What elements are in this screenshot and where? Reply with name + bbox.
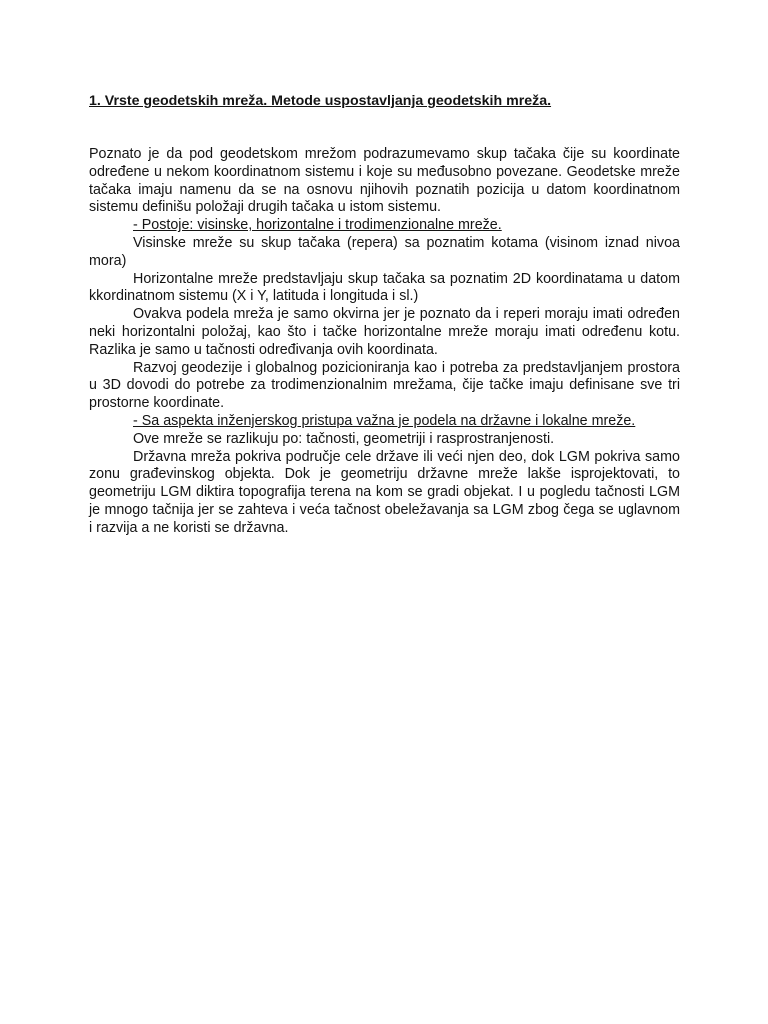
paragraph-frame-division: Ovakva podela mreža je samo okvirna jer je poznato da i reperi moraju imati određen neki horizontalni položaj, kao što i tačke horizontalne mreže moraju imati određenu kotu. Razlika je samo u tačnosti određivanja ovih koordinata. bbox=[89, 306, 680, 358]
paragraph-engineering-heading bbox=[89, 413, 680, 431]
paragraph-differences: Ove mreže se razlikuju po: tačnosti, geometriji i rasprostranjenosti. bbox=[133, 430, 555, 447]
paragraph-horizontal-networks: Horizontalne mreže predstavljaju skup tačaka sa poznatim 2D koordinatama u datom kkordinatnom sistemu (X i Y, latituda i longituda i sl.) bbox=[89, 270, 680, 305]
engineering-heading-text: - Sa aspekta inženjerskog pristupa važna je podela na državne i lokalne mreže. bbox=[133, 412, 636, 429]
paragraph-types-heading bbox=[89, 217, 680, 235]
paragraph-vertical-networks: Visinske mreže su skup tačaka (repera) sa poznatim kotama (visinom iznad nivoa mora) bbox=[89, 234, 680, 269]
document-body bbox=[89, 146, 680, 538]
paragraph-state-vs-local: Državna mreža pokriva područje cele države ili veći njen deo, dok LGM pokriva samo zonu građevinskog objekta. Dok je geometriju državne mreže lakše isprojektovati, to geometriju LGM diktira topografija terena na kom se gradi objekat. I u pogledu tačnosti LGM je mnogo tačnija jer se zahteva i veća tačnost obeležavanja sa LGM zbog čega se uglavnom i razvija a ne koristi se državna. bbox=[89, 448, 680, 536]
paragraph-intro: Poznato je da pod geodetskom mrežom podrazumevamo skup tačaka čije su koordinate određene u nekom koordinatnom sistemu i koje su međusobno povezane. Geodetske mreže tačaka imaju namenu da se na osnovu njihovih poznatih pozicija u datom koordinatnom sistemu definišu položaji drugih tačaka u istom sistemu. bbox=[89, 146, 680, 216]
types-heading-text: - Postoje: visinske, horizontalne i trodimenzionalne mreže. bbox=[133, 217, 502, 234]
document-heading: 1. Vrste geodetskih mreža. Metode uspostavljanja geodetskih mreža. bbox=[89, 93, 552, 109]
paragraph-3d-networks: Razvoj geodezije i globalnog pozicioniranja kao i potreba za predstavljanjem prostora u 3D dovodi do potrebe za trodimenzionalnim mrežama, čije tačke imaju definisane sve tri prostorne koordinate. bbox=[89, 359, 680, 412]
